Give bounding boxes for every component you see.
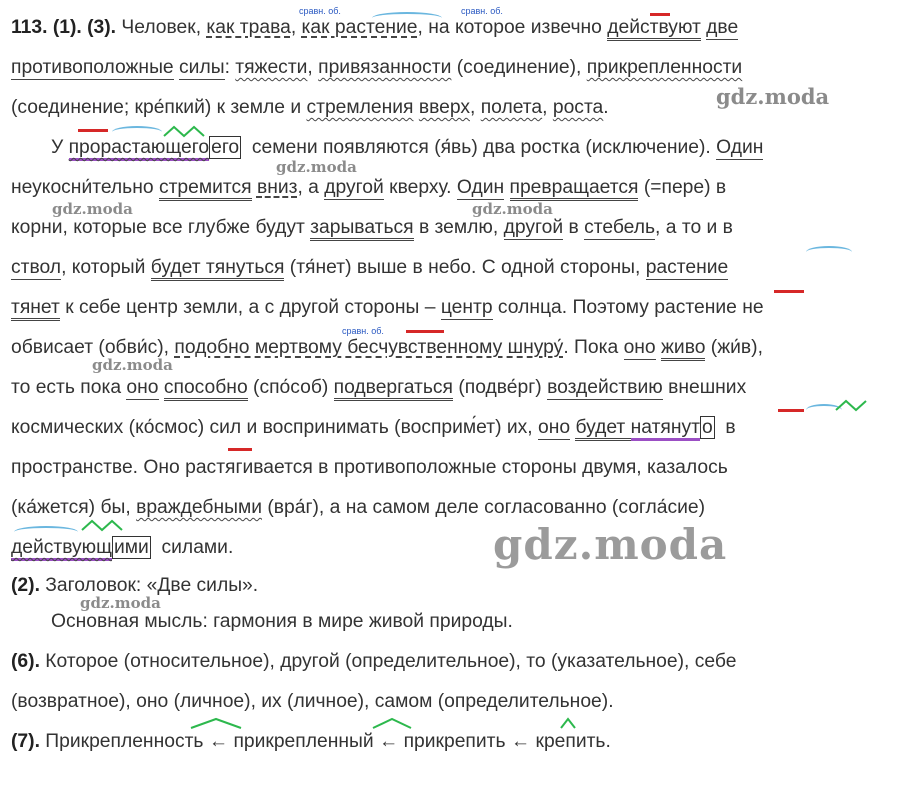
watermark: gdz.moda [52,200,133,218]
watermark: gdz.moda [472,200,553,218]
section-6-line-1 [11,650,736,674]
subject: другой [324,177,384,198]
predicate: подвергаться [334,377,453,401]
prefix-mark [774,290,804,293]
subject: другой [503,217,564,238]
section-label: (2). [11,575,40,596]
ending-box: его [211,137,240,158]
text-line-7: ствол, который будет тянуться (тя́нет) выше в небо. С одной стороны, растение [11,256,728,280]
suffix-mark [834,398,874,412]
text-line-12: пространстве. Оно растягивается в противоположные стороны двумя, казалось [11,457,728,478]
subject: растение [645,257,729,278]
predicate: действуют [607,17,701,41]
text-line-6: корни, которые все глубже будут зарываться в землю, другой в стебель, а то и в [11,216,733,240]
attribute: прикрепленности [586,57,743,78]
subject: противоположные [11,57,174,78]
predicate: стремится [159,177,252,201]
predicate: будет натянут [575,417,700,441]
watermark: gdz.moda [493,520,728,569]
text-line-5: неукосни́тельно стремится вниз, а другой кверху. Один превращается (=пере) в [11,176,726,200]
root-arc [806,246,852,258]
predicate: способно [164,377,248,401]
line-content: Человек, как трава, как растение, на которое извечно действуют две [121,17,738,41]
text-line-9: обвисает (обви́с), подобно мертвому бесчувственному шнуру́. Пока оно живо (жи́в), [11,336,763,360]
section-7 [11,730,611,754]
section-6-line-2: (возвратное), оно (личное), их (личное), самом (определительное). [11,691,614,712]
suffix-mark [558,716,578,730]
text-line-10: то есть пока оно способно (спо́соб) подвергаться (подве́рг) воздействию внешних [11,376,746,400]
subject: оно [538,417,571,438]
watermark: gdz.moda [276,158,357,176]
object: ствол [11,257,62,278]
pronoun-list: Которое (относительное), другой (определительное), то (указательное), себе [45,651,737,672]
attribute: стремления [306,97,414,118]
predicate: превращается [510,177,639,201]
attribute: роста [552,97,604,118]
predicate: зарываться [310,217,413,241]
root-arc [14,526,78,538]
text-line-2: противоположные силы: тяжести, привязанности (соединение), прикрепленности [11,57,743,78]
text-line-14: действующ ими силами. [11,536,233,560]
suffix-mark [162,124,210,138]
prefix-mark [78,129,108,132]
object: центр [440,297,493,318]
predicate: тянет [11,297,60,321]
comparison-phrase: как трава [206,17,291,38]
attribute: враждебными [136,497,262,518]
attribute: тяжести [235,57,308,78]
text-line-4: У прорастающего его семени появляются (я́вь) два ростка (исключение). Один [51,136,763,160]
root-arc [372,12,442,24]
section-label: (7). [11,731,40,752]
comparison-phrase: подобно мертвому бесчувственному шнуру́ [174,337,564,358]
root-arc [112,126,162,138]
attribute: привязанности [318,57,452,78]
watermark: gdz.moda [716,84,830,109]
section-label: (6). [11,651,40,672]
adverbial: вниз [256,177,298,198]
subject: оно [126,377,159,398]
watermark: gdz.moda [92,356,173,374]
suffix-mark [80,518,130,532]
object: стебель [584,217,656,238]
object: воздействию [547,377,663,398]
text-line-11: космических (ко́смос) сил и воспринимать (восприм́ет) их, оно будет натянут о в [11,416,736,440]
predicate: будет тянуться [151,257,285,281]
subject: Один [716,137,764,158]
comparison-note: сравн. об. [461,6,503,16]
watermark: gdz.moda [80,594,161,612]
comparison-phrase: как растение [301,17,418,38]
text-line-8: тянет к себе центр земли, а с другой стороны – центр солнца. Поэтому растение не [11,296,764,320]
text-line-13: (ка́жется) бы, враждебными (вра́г), а на самом деле согласованно (согла́сие) [11,497,706,518]
suffix-mark [188,716,244,730]
predicate: живо [661,337,705,361]
attribute: полета [480,97,543,118]
subject: оно [623,337,656,358]
ending-box: ими [114,537,149,558]
comparison-note: сравн. об. [342,326,384,336]
heading-line: Заголовок: «Две силы». [45,575,259,596]
prefix-mark [650,13,670,16]
ending-box: о [701,417,713,438]
participle: действующ [11,537,112,561]
subject: Один [456,177,505,198]
exercise-number: 113. (1). (3). [11,17,117,38]
subject: силы [179,57,225,78]
prefix-mark [778,409,804,412]
comparison-note: сравн. об. [299,6,341,16]
suffix-mark [370,716,414,730]
prefix-mark [228,448,252,451]
section-2-main-idea: Основная мысль: гармония в мире живой природы. [51,611,513,632]
attribute: вверх [418,97,470,118]
prefix-mark [406,330,444,333]
subject: две [706,17,739,38]
word-formation-chain: Прикрепленность ← прикрепленный ← прикрепить ← крепить. [45,731,611,752]
text-line-3: (соединение; кре́пкий) к земле и стремления вверх, полета, роста. [11,97,609,118]
participle: прорастающего [69,137,209,161]
